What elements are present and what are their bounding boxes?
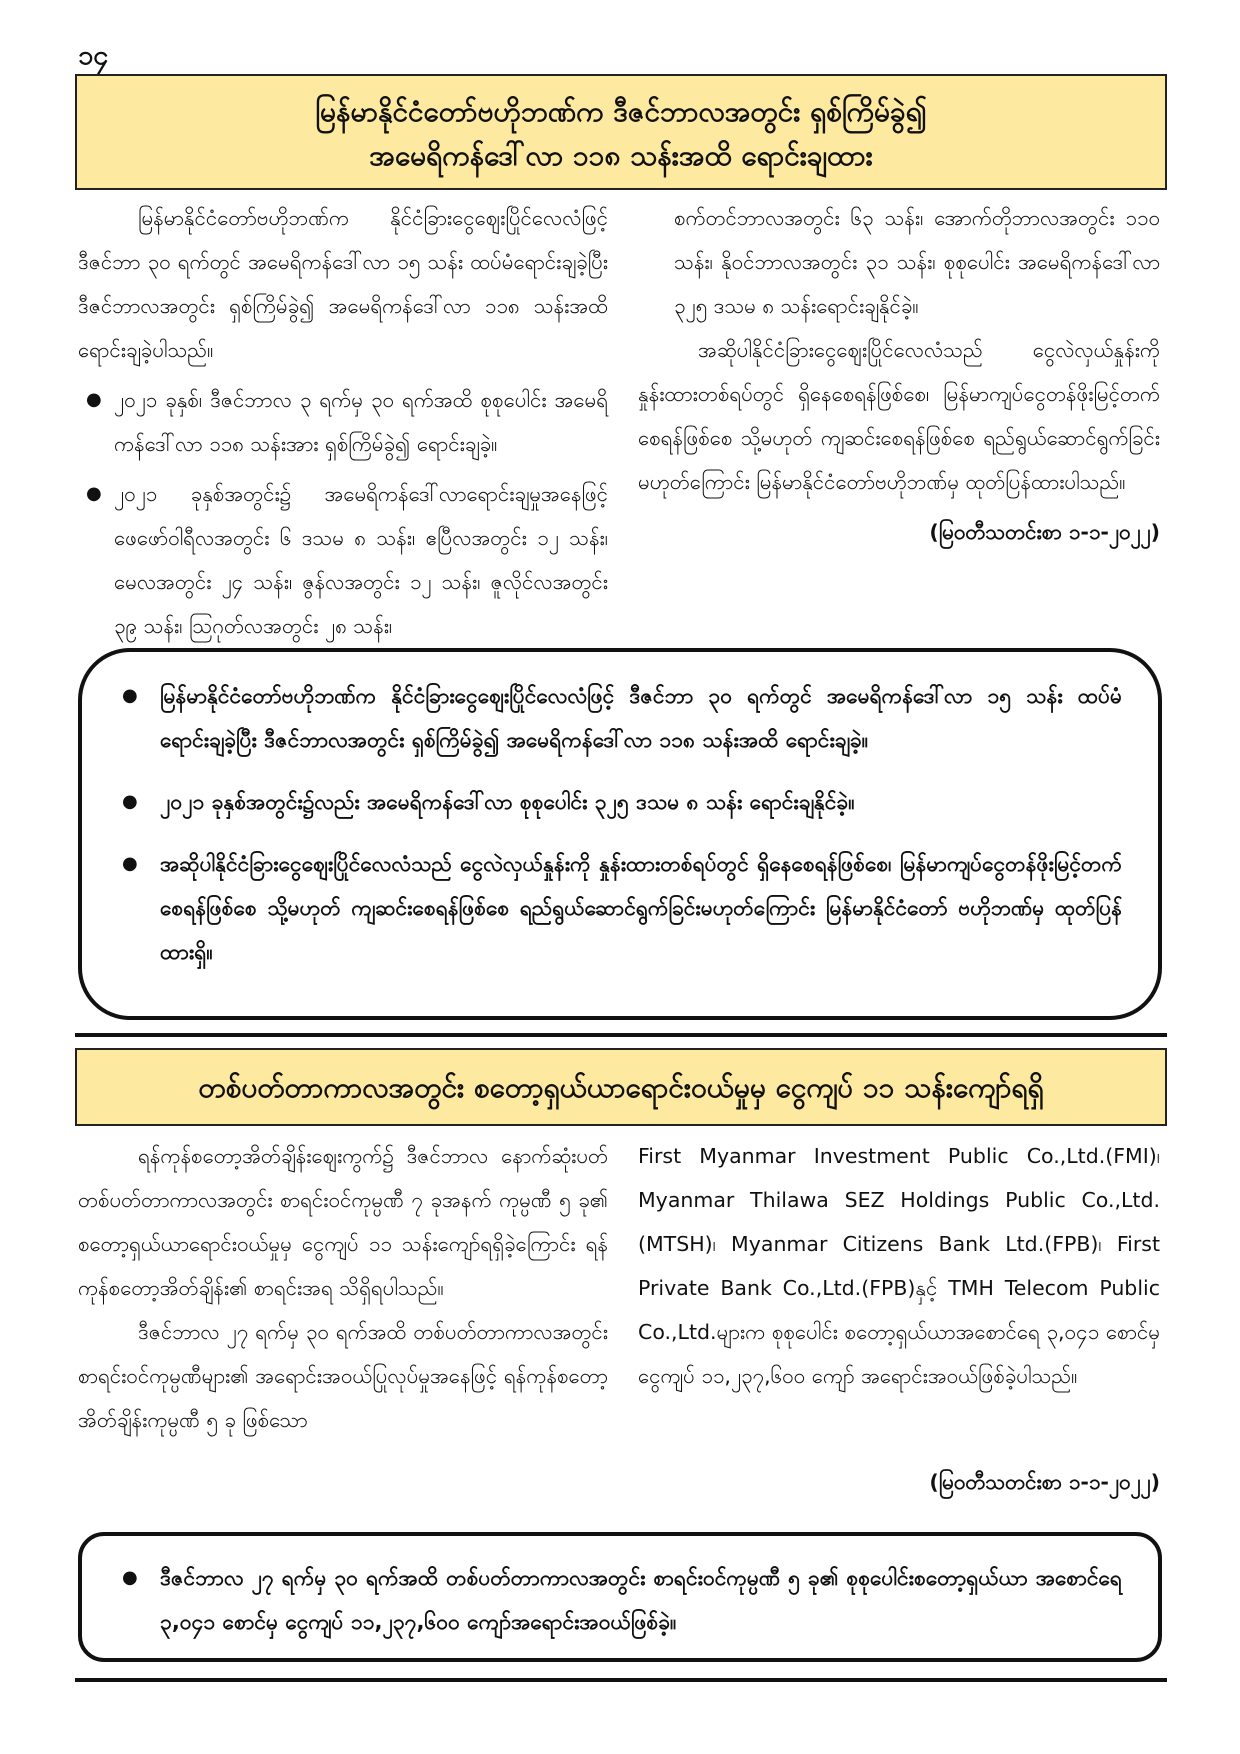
article2-right-column (638, 1134, 1160, 1504)
summary-item: ● ဒီဇင်ဘာလ ၂၇ ရက်မှ ၃၀ ရက်အထိ တစ်ပတ်တာကာလအတွင်း စာရင်းဝင်ကုမ္ပဏီ ၅ ခု၏ စုစုပေါင်းစတော့ရှယ်ယာ အစောင်ရေ ၃,၀၄၁ စောင်မှ ငွေကျပ် ၁၁,၂၃၇,၆၀၀ ကျော်အရောင်းအဝယ်ဖြစ်ခဲ့။ (122, 1556, 1122, 1644)
article1-title-line1: မြန်မာနိုင်ငံတော်ဗဟိုဘဏ်က ဒီဇင်ဘာလအတွင်း ရှစ်ကြိမ်ခွဲ၍ (315, 95, 927, 128)
article2-paragraph: ရန်ကုန်စတော့အိတ်ချိန်းဈေးကွက်၌ ဒီဇင်ဘာလ နောက်ဆုံးပတ် တစ်ပတ်တာကာလအတွင်း စာရင်းဝင်ကုမ္ပဏီ ၇ ခုအနက် ကုမ္ပဏီ ၅ ခု၏ စတော့ရှယ်ယာရောင်းဝယ်မှုမှ ငွေကျပ် ၁၁ သန်းကျော်ရရှိခဲ့ကြောင်း ရန်ကုန်စတော့အိတ်ချိန်း၏ စာရင်းအရ သိရှိရပါသည်။ (78, 1144, 608, 1300)
article1-left-column (78, 196, 608, 654)
article1-lead-paragraph: မြန်မာနိုင်ငံတော်ဗဟိုဘဏ်က နိုင်ငံခြားငွေဈေးပြိုင်လေလံဖြင့် ဒီဇင်ဘာ ၃၀ ရက်တွင် အမေရိကန်ဒေါ်လာ ၁၅ သန်း ထပ်မံရောင်းချခဲ့ပြီး ဒီဇင်ဘာလအတွင်း ရှစ်ကြိမ်ခွဲ၍ အမေရိကန်ဒေါ်လာ ၁၁၈ သန်းအထိ ရောင်းချခဲ့ပါသည်။ (78, 206, 608, 362)
article2-title-box (75, 1048, 1167, 1126)
article2-source: (မြဝတီသတင်းစာ ၁-၁-၂၀၂၂) (929, 1470, 1160, 1494)
article2-summary-list (122, 1556, 1122, 1644)
page-number: ၁၄ (78, 40, 109, 71)
summary-item: ● မြန်မာနိုင်ငံတော်ဗဟိုဘဏ်က နိုင်ငံခြားငွေဈေးပြိုင်လေလံဖြင့် ဒီဇင်ဘာ ၃၀ ရက်တွင် အမေရိကန်ဒေါ်လာ ၁၅ သန်း ထပ်မံရောင်းချခဲ့ပြီး ဒီဇင်ဘာလအတွင်း ရှစ်ကြိမ်ခွဲ၍ အမေရိကန်ဒေါ်လာ ၁၁၈ သန်းအထိ ရောင်းချခဲ့။ (122, 674, 1122, 762)
article1-bullet-list (78, 378, 608, 648)
section-divider (75, 1033, 1167, 1037)
summary-item: ● ၂၀၂၁ ခုနှစ်အတွင်း၌လည်း အမေရိကန်ဒေါ်လာ စုစုပေါင်း ၃၂၅ ဒသမ ၈ သန်း ရောင်းချနိုင်ခဲ့။ (122, 780, 1122, 824)
article2-summary-box (78, 1532, 1162, 1662)
article2-companies-paragraph: First Myanmar Investment Public Co.,Ltd.(FMI)၊ Myanmar Thilawa SEZ Holdings Public Co.,Ltd.(MTSH)၊ Myanmar Citizens Bank Ltd.(FPB)၊ First Private Bank Co.,Ltd.(FPB)နှင့် TMH Telecom Public Co.,Ltd.များက စုစုပေါင်း စတော့ရှယ်ယာအစောင်ရေ ၃,၀၄၁ စောင်မှ ငွေကျပ် ၁၁,၂၃၇,၆၀၀ ကျော် အရောင်းအဝယ်ဖြစ်ခဲ့ပါသည်။ (638, 1144, 1160, 1388)
article1-title-box (75, 74, 1167, 190)
article1-continued-paragraph: စက်တင်ဘာလအတွင်း ၆၃ သန်း၊ အောက်တိုဘာလအတွင်း ၁၁၀ သန်း၊ နိုဝင်ဘာလအတွင်း ၃၁ သန်း၊ စုစုပေါင်း အမေရိကန်ဒေါ်လာ ၃၂၅ ဒသမ ၈ သန်းရောင်းချနိုင်ခဲ့။ (674, 206, 1160, 318)
bottom-rule (75, 1678, 1167, 1682)
article1-bullet-item: ● ၂၀၂၁ ခုနှစ်၊ ဒီဇင်ဘာလ ၃ ရက်မှ ၃၀ ရက်အထိ စုစုပေါင်း အမေရိကန်ဒေါ်လာ ၁၁၈ သန်းအား ရှစ်ကြိမ်ခွဲ၍ ရောင်းချခဲ့။ (78, 378, 608, 466)
article1-right-column (638, 196, 1160, 554)
article2-title: တစ်ပတ်တာကာလအတွင်း စတော့ရှယ်ယာရောင်းဝယ်မှုမှ ငွေကျပ် ၁၁ သန်းကျော်ရရှိ (198, 1071, 1044, 1104)
article1-statement-paragraph: အဆိုပါနိုင်ငံခြားငွေဈေးပြိုင်လေလံသည် ငွေလဲလှယ်နှုန်းကို နှုန်းထားတစ်ရပ်တွင် ရှိနေစေရန်ဖြစ်စေ၊ မြန်မာကျပ်ငွေတန်ဖိုးမြင့်တက်စေရန်ဖြစ်စေ သို့မဟုတ် ကျဆင်းစေရန်ဖြစ်စေ ရည်ရွယ်ဆောင်ရွက်ခြင်းမဟုတ်ကြောင်း မြန်မာနိုင်ငံတော်ဗဟိုဘဏ်မှ ထုတ်ပြန်ထားပါသည်။ (638, 338, 1160, 494)
summary-item: ● အဆိုပါနိုင်ငံခြားငွေဈေးပြိုင်လေလံသည် ငွေလဲလှယ်နှုန်းကို နှုန်းထားတစ်ရပ်တွင် ရှိနေစေရန်ဖြစ်စေ၊ မြန်မာကျပ်ငွေတန်ဖိုးမြင့်တက်စေရန်ဖြစ်စေ သို့မဟုတ် ကျဆင်းစေရန်ဖြစ်စေ ရည်ရွယ်ဆောင်ရွက်ခြင်းမဟုတ်ကြောင်း မြန်မာနိုင်ငံတော် ဗဟိုဘဏ်မှ ထုတ်ပြန်ထားရှိ။ (122, 842, 1122, 974)
article2-paragraph: ဒီဇင်ဘာလ ၂၇ ရက်မှ ၃၀ ရက်အထိ တစ်ပတ်တာကာလအတွင်း စာရင်းဝင်ကုမ္ပဏီများ၏ အရောင်းအဝယ်ပြုလုပ်မှုအနေဖြင့် ရန်ကုန်စတော့အိတ်ချိန်းကုမ္ပဏီ ၅ ခု ဖြစ်သော (78, 1320, 608, 1432)
article1-title-line2: အမေရိကန်ဒေါ်လာ ၁၁၈ သန်းအထိ ရောင်းချထား (369, 139, 873, 172)
article1-summary-box (78, 648, 1162, 1020)
article2-left-column (78, 1134, 608, 1442)
article1-bullet-item: ● ၂၀၂၁ ခုနှစ်အတွင်း၌ အမေရိကန်ဒေါ်လာရောင်းချမှုအနေဖြင့် ဖေဖော်ဝါရီလအတွင်း ၆ ဒသမ ၈ သန်း၊ ဧပြီလအတွင်း ၁၂ သန်း၊ မေလအတွင်း ၂၄ သန်း၊ ဇွန်လအတွင်း ၁၂ သန်း၊ ဇူလိုင်လအတွင်း ၃၉ သန်း၊ ဩဂုတ်လအတွင်း ၂၈ သန်း၊ (78, 472, 608, 648)
article1-summary-list (122, 674, 1122, 974)
article1-source: (မြဝတီသတင်းစာ ၁-၁-၂၀၂၂) (929, 520, 1160, 544)
